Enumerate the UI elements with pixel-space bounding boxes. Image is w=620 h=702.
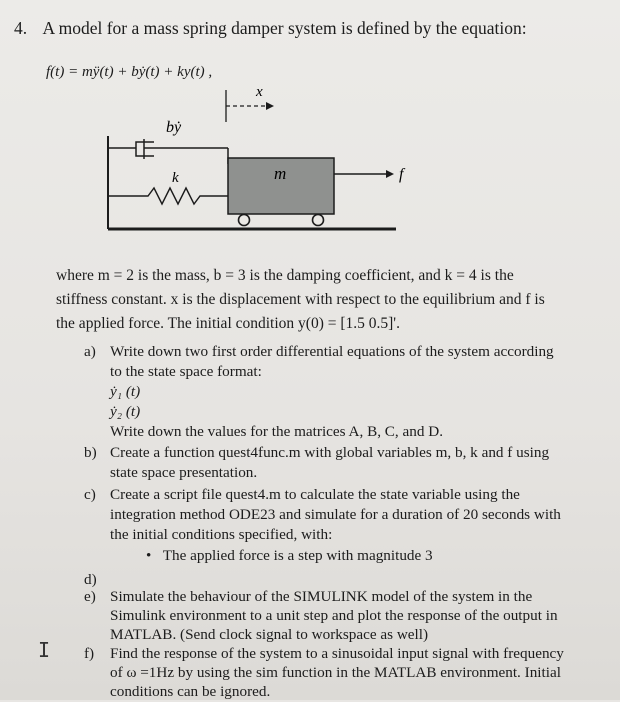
part-c-line-2: integration method ODE23 and simulate for a duration of 20 seconds with	[110, 506, 561, 523]
part-b	[84, 443, 549, 463]
part-e-line-3: MATLAB. (Send clock signal to workspace as well)	[110, 626, 429, 643]
part-f-label: f)	[84, 645, 95, 662]
part-e-label: e)	[84, 588, 96, 605]
governing-equation: f(t) = mÿ(t) + bẏ(t) + ky(t) ,	[46, 64, 213, 80]
part-e-line-2: Simulink environment to a unit step and plot the response of the output in	[110, 607, 558, 624]
displacement-label: x	[256, 84, 263, 100]
part-f-line-3: conditions can be ignored.	[110, 683, 271, 700]
left-wheel	[239, 215, 250, 226]
spring-label: k	[172, 170, 179, 186]
part-c-line-3: the initial conditions specified, with:	[110, 526, 333, 543]
text-cursor-icon: I	[38, 638, 51, 662]
part-a-line-2: to the state space format:	[110, 363, 262, 380]
part-b-line-1: Create a function quest4func.m with global variables m, b, k and f using	[110, 444, 550, 461]
part-f-line-2: of ω =1Hz by using the sim function in the MATLAB environment. Initial	[110, 664, 561, 681]
question-number: 4.	[14, 18, 28, 38]
part-e-line-1: Simulate the behaviour of the SIMULINK model of the system in the	[110, 588, 533, 605]
part-a	[84, 342, 554, 362]
part-a-line-1: Write down two first order differential equations of the system according	[110, 343, 554, 360]
system-description	[56, 264, 611, 336]
damper-cylinder	[136, 142, 154, 156]
spring	[108, 188, 228, 204]
part-c-line-1: Create a script file quest4.m to calculate the state variable using the	[110, 486, 520, 503]
part-a-label: a)	[84, 343, 96, 360]
part-f-line-1: Find the response of the system to a sinusoidal input signal with frequency	[110, 645, 564, 662]
force-arrowhead	[386, 170, 394, 178]
description-line-2: stiffness constant. x is the displacement with respect to the equilibrium and f is	[56, 291, 545, 308]
bullet-dot: •	[146, 547, 163, 564]
part-e	[84, 587, 532, 607]
state-2: ẏ₂ (t)	[110, 403, 141, 420]
part-c-label: c)	[84, 486, 96, 503]
part-f	[84, 644, 564, 664]
part-d-label: d)	[84, 571, 97, 588]
question-heading	[14, 18, 527, 39]
part-c	[84, 485, 520, 505]
part-a-line-3: Write down the values for the matrices A, B, C, and D.	[110, 423, 444, 440]
force-label: f	[399, 166, 404, 183]
right-wheel	[313, 215, 324, 226]
mass-label: m	[274, 164, 287, 183]
part-c-bullet	[146, 546, 433, 566]
description-line-1: where m = 2 is the mass, b = 3 is the damping coefficient, and k = 4 is the	[56, 267, 514, 284]
part-b-label: b)	[84, 444, 97, 461]
damper-label: bẏ	[166, 119, 182, 136]
bullet-text: The applied force is a step with magnitude 3	[162, 547, 433, 564]
part-b-line-2: state space presentation.	[110, 464, 258, 481]
displacement-arrowhead	[266, 102, 274, 110]
state-1: ẏ₁ (t)	[110, 383, 141, 400]
mass-spring-damper-diagram	[96, 84, 426, 244]
description-line-3: the applied force. The initial condition y(0) = [1.5 0.5]'.	[56, 315, 400, 332]
question-title: A model for a mass spring damper system is defined by the equation:	[42, 18, 527, 38]
